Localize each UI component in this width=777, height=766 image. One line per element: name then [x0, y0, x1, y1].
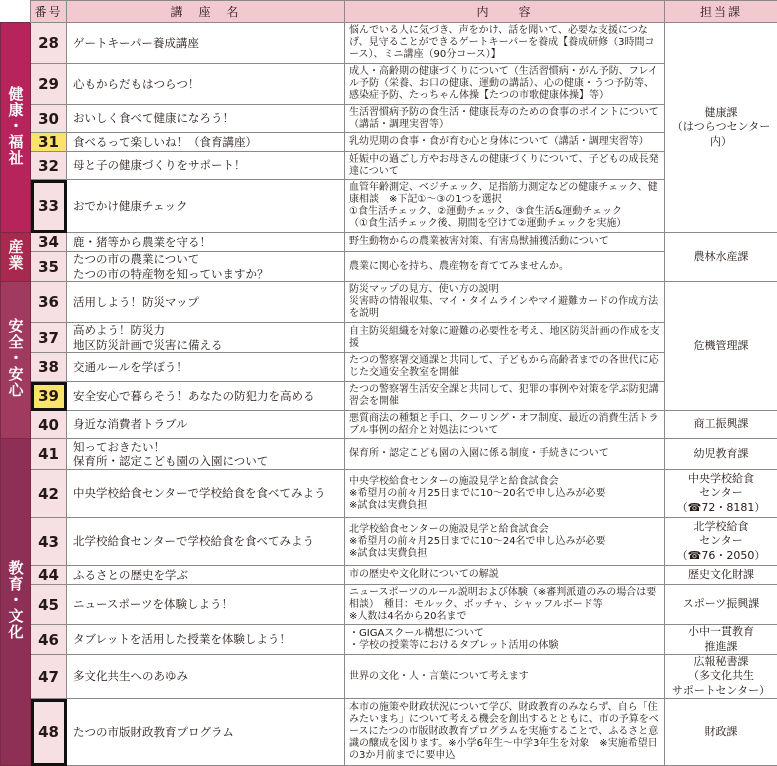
dept-history: 歴史文化財課 — [665, 566, 777, 585]
row-number: 38 — [31, 353, 67, 382]
table-row — [1, 411, 777, 439]
course-content: 市の歴史や文化財についての解説 — [345, 566, 665, 585]
row-number: 44 — [31, 566, 67, 585]
course-title: 心もからだもはつらつ！ — [67, 64, 345, 105]
course-title: タブレットを活用した授業を体験しよう！ — [67, 625, 345, 655]
row-number: 40 — [31, 411, 67, 439]
course-title: 北学校給食センターで学校給食を食べてみよう — [67, 518, 345, 566]
course-title: 中央学校給食センターで学校給食を食べてみよう — [67, 470, 345, 518]
course-title: ニュースポーツを体験しよう！ — [67, 585, 345, 625]
row-number: 46 — [31, 625, 67, 655]
table-row — [1, 105, 777, 133]
category-industry: 産業 — [1, 233, 31, 282]
header-spacer — [1, 1, 31, 23]
row-number: 35 — [31, 252, 67, 282]
course-title: 安全安心で暮らそう！あなたの防犯力を高める — [67, 382, 345, 411]
course-title: 鹿・猪等から農業を守る！ — [67, 233, 345, 252]
course-title: たつの市の農業について たつの市の特産物を知っていますか？ — [67, 252, 345, 282]
table-row — [1, 566, 777, 585]
course-content: 農業に関心を持ち、農産物を育ててみませんか。 — [345, 252, 665, 282]
table-row — [1, 152, 777, 180]
dept-sports: スポーツ振興課 — [665, 585, 777, 625]
course-title: おでかけ健康チェック — [67, 180, 345, 233]
row-number: 30 — [31, 105, 67, 133]
course-content: 成人・高齢期の健康づくりについて（生活習慣病・がん予防、フレイル予防（栄養、お口の健康、運動の講話）、心の健康・うつ予防等、感染症予防、たっちゃん体操【たつの市歌健康体操】等） — [345, 64, 665, 105]
table-row — [1, 233, 777, 252]
dept-north-lunch: 北学校給食 センター （☎76・2050） — [665, 518, 777, 566]
table-row — [1, 699, 777, 766]
course-content: 世界の文化・人・言葉について考えます — [345, 655, 665, 699]
table-row — [1, 439, 777, 470]
dept-agri: 農林水産課 — [665, 233, 777, 282]
course-content: 妊娠中の過ごし方やお母さんの健康づくりについて、子どもの成長発達について — [345, 152, 665, 180]
course-title: たつの市版財政教育プログラム — [67, 699, 345, 766]
category-education: 教育・文化 — [1, 439, 31, 766]
header-number: 番号 — [31, 1, 67, 23]
course-content: 防災マップの見方、使い方の説明 災害時の情報収集、マイ・タイムラインやマイ避難カードの作成方法を説明 — [345, 282, 665, 323]
row-number: 39 — [31, 382, 67, 411]
table-row — [1, 252, 777, 282]
course-content: 本市の施策や財政状況について学び、財政教育のみならず、自ら「住みたいまち」について考える機会を創出するとともに、市の予算をベースにたつの市版財政教育プログラムを実施することで、ふるさと意識の醸成を図ります。※小学6年生～中学3年生を対象 ※実施希望日の3か月前までに要申込 — [345, 699, 665, 766]
course-title: おいしく食べて健康になろう！ — [67, 105, 345, 133]
table-row — [1, 282, 777, 323]
course-title: 交通ルールを学ぼう！ — [67, 353, 345, 382]
table-row — [1, 382, 777, 411]
table-row — [1, 518, 777, 566]
course-content: 血管年齢測定、ベジチェック、足指筋力測定などの健康チェック、健康相談 ※下記①～③の1つを選択 ①食生活チェック、②運動チェック、③食生活&運動チェック （①食生活チェック後、期間を空けて②運動チェックを実施） — [345, 180, 665, 233]
course-content: 乳幼児期の食事・食が育む心と身体について（講話・調理実習等） — [345, 133, 665, 152]
row-number: 32 — [31, 152, 67, 180]
course-content: たつの警察署生活安全課と共同して、犯罪の事例や対策を学ぶ防犯講習会を開催 — [345, 382, 665, 411]
course-title: 多文化共生へのあゆみ — [67, 655, 345, 699]
dept-pr: 広報秘書課 （多文化共生 サポートセンター） — [665, 655, 777, 699]
course-content: ニュースポーツのルール説明および体験（※審判派遣のみの場合は要相談） 種目：モルック、ボッチャ、シャッフルボード等 ※人数は4名から20名まで — [345, 585, 665, 625]
table-row — [1, 133, 777, 152]
row-number: 45 — [31, 585, 67, 625]
row-number: 29 — [31, 64, 67, 105]
row-number: 43 — [31, 518, 67, 566]
course-title: 高めよう！防災力 地区防災計画で災害に備える — [67, 323, 345, 353]
header-content: 内 容 — [345, 1, 665, 23]
course-content: ・GIGAスクール構想について ・学校の授業等におけるタブレット活用の体験 — [345, 625, 665, 655]
course-content: 悪質商法の種類と手口、クーリング・オフ制度、最近の消費生活トラブル事例の紹介と対処法について — [345, 411, 665, 439]
row-number: 42 — [31, 470, 67, 518]
course-title: 活用しよう！防災マップ — [67, 282, 345, 323]
dept-finance: 財政課 — [665, 699, 777, 766]
table-row — [1, 655, 777, 699]
row-number: 37 — [31, 323, 67, 353]
dept-education: 小中一貫教育 推進課 — [665, 625, 777, 655]
category-health: 健康・福祉 — [1, 23, 31, 233]
course-content: 悩んでいる人に気づき、声をかけ、話を聞いて、必要な支援につなげ、見守ることができるゲートキーパーを養成【養成研修（3時間コース）、ミニ講座（90分コース）】 — [345, 23, 665, 64]
table-row — [1, 64, 777, 105]
dept-crisis: 危機管理課 — [665, 282, 777, 411]
category-safety: 安全・安心 — [1, 282, 31, 439]
row-number: 33 — [31, 180, 67, 233]
row-number: 34 — [31, 233, 67, 252]
table-row — [1, 585, 777, 625]
course-title: 食べるって楽しいね！（食育講座） — [67, 133, 345, 152]
course-content: 自主防災組織を対象に避難の必要性を考え、地区防災計画の作成を支援 — [345, 323, 665, 353]
table-header-row — [1, 1, 777, 23]
row-number: 36 — [31, 282, 67, 323]
dept-childcare: 幼児教育課 — [665, 439, 777, 470]
dept-central-lunch: 中央学校給食 センター （☎72・8181） — [665, 470, 777, 518]
course-content: 保育所・認定こども園の入園に係る制度・手続きについて — [345, 439, 665, 470]
header-department: 担当課 — [665, 1, 777, 23]
table-row — [1, 353, 777, 382]
course-title: 知っておきたい！ 保育所・認定こども園の入園について — [67, 439, 345, 470]
course-content: 中央学校給食センターの施設見学と給食試食会 ※希望月の前々月25日までに10～20名で申し込みが必要 ※試食は実費負担 — [345, 470, 665, 518]
table-row — [1, 470, 777, 518]
row-number: 31 — [31, 133, 67, 152]
course-content: たつの警察署交通課と共同して、子どもから高齢者までの各世代に応じた交通安全教室を開催 — [345, 353, 665, 382]
table-row — [1, 180, 777, 233]
course-title: 母と子の健康づくりをサポート！ — [67, 152, 345, 180]
course-content: 野生動物からの農業被害対策、有害鳥獣捕獲活動について — [345, 233, 665, 252]
course-content: 北学校給食センターの施設見学と給食試食会 ※希望月の前々月25日までに10～24名で申し込みが必要 ※試食は実費負担 — [345, 518, 665, 566]
course-title: ふるさとの歴史を学ぶ — [67, 566, 345, 585]
course-title: 身近な消費者トラブル — [67, 411, 345, 439]
row-number: 47 — [31, 655, 67, 699]
row-number: 48 — [31, 699, 67, 766]
course-content: 生活習慣病予防の食生活・健康長寿のための食事のポイントについて（講話・調理実習等） — [345, 105, 665, 133]
dept-health: 健康課 （はつらつセンター内） — [665, 23, 777, 233]
row-number: 41 — [31, 439, 67, 470]
table-row — [1, 323, 777, 353]
header-course-name: 講 座 名 — [67, 1, 345, 23]
table-row — [1, 625, 777, 655]
table-row — [1, 23, 777, 64]
row-number: 28 — [31, 23, 67, 64]
dept-commerce: 商工振興課 — [665, 411, 777, 439]
course-title: ゲートキーパー養成講座 — [67, 23, 345, 64]
